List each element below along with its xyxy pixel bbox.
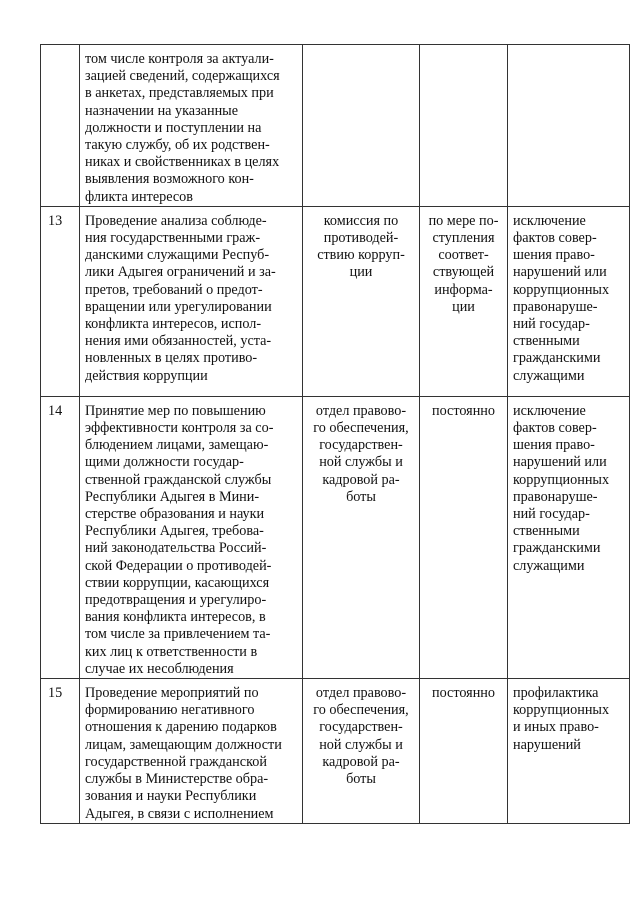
action-text-line: в анкетах, представляемых при [85,85,274,102]
responsible-cell [303,45,420,207]
responsible-text-line: противодей- [323,230,399,247]
responsible-text-line: отдел правово- [315,402,407,419]
action-cell [80,206,303,396]
result-text-line: фактов совер- [513,420,597,437]
responsible-text-line: го обеспечения, [313,420,409,437]
action-text-line: ственной гражданской службы [85,471,272,488]
action-text-line: вращении или урегулировании [85,298,272,315]
action-text-line: лики Адыгея ограничений и за- [85,264,276,281]
action-text-line: зования и науки Республики [85,788,257,805]
action-text-line: предотвращения и урегулиро- [85,592,267,609]
result-text-line: профилактика [513,685,599,702]
action-text-line: том числе за привлечением та- [85,626,271,643]
action-text-line: Проведение анализа соблюде- [85,212,267,229]
result-cell [508,679,630,824]
action-text-line: фликта интересов [85,188,193,205]
result-text-line: правонаруше- [513,298,598,315]
result-text-line: коррупционных [513,471,610,488]
responsible-text-line: ствию корруп- [317,247,405,264]
term-text-line: постоянно [432,685,495,702]
row-number: 14 [48,402,63,419]
result-text-line: шения право- [513,247,595,264]
action-text-line: эффективности контроля за со- [85,420,274,437]
action-text-line: зацией сведений, содержащихся [85,68,280,85]
result-text-line: гражданскими [513,350,601,367]
action-text-line: такую службу, об их родствен- [85,137,270,154]
responsible-text-line: кадровой ра- [322,753,400,770]
result-cell [508,45,630,207]
action-text-line: действия коррупции [85,367,208,384]
responsible-text-line: ной службы и [319,736,403,753]
action-cell [80,679,303,824]
action-text-line: лицам, замещающим должности [85,736,282,753]
term-cell [420,45,508,207]
responsible-text-line: ной службы и [319,454,403,471]
action-text-line: том числе контроля за актуали- [85,51,274,67]
responsible-text-line: боты [346,771,376,788]
row-number [41,45,79,51]
action-text-line: данскими служащими Респуб- [85,247,270,264]
action-text-line: государственной гражданской [85,753,267,770]
responsible-cell [303,206,420,396]
action-text-line: претов, требований о предот- [85,281,263,298]
action-text-line: вания конфликта интересов, в [85,609,266,626]
result-text-line: ственными [513,333,580,350]
action-cell [80,396,303,678]
action-text-line: должности и поступлении на [85,119,262,136]
result-text-line: нарушений или [513,454,607,471]
table-row [41,679,630,824]
result-text-line: служащими [513,557,585,574]
table-row [41,45,630,207]
term-cell [420,396,508,678]
action-text-line: никах и свойственниках в целях [85,154,280,171]
action-text-line: Адыгея, в связи с исполнением [85,805,274,822]
action-text-line: щими должности государ- [85,454,244,471]
table-row [41,206,630,396]
responsible-text-line: комиссия по [323,212,399,229]
result-text-line: и иных право- [513,719,599,736]
result-text-line: коррупционных [513,702,610,719]
term-text-line: информа- [434,281,493,298]
term-text-line: соответ- [438,247,489,264]
measures-table [40,44,630,824]
responsible-text-line: государствен- [319,437,403,454]
action-text-line: назначении на указанные [85,102,238,119]
row-number: 15 [48,685,63,702]
term-text-line: постоянно [432,402,495,419]
term-text-line: ствующей [432,264,495,281]
result-text-line: гражданскими [513,540,601,557]
term-cell [420,206,508,396]
term-text-line: ступления [432,230,495,247]
action-text-line: ствии коррупции, касающихся [85,574,270,591]
action-text-line: нения ими обязанностей, уста- [85,333,272,350]
action-text-line: службы в Министерстве обра- [85,771,269,788]
action-text-line: Республики Адыгея в Мини- [85,488,260,505]
responsible-text-line: ции [349,264,373,281]
action-text-line: ний законодательства Россий- [85,540,267,557]
action-text-line: блюдением лицами, замещаю- [85,437,269,454]
table-row [41,396,630,678]
responsible-cell [303,679,420,824]
action-text-line: случае их несоблюдения [85,660,234,677]
result-text-line: коррупционных [513,281,610,298]
result-text-line: ственными [513,523,580,540]
action-text-line: Проведение мероприятий по [85,685,259,702]
result-text-line: исключение [513,212,586,229]
result-text-line: исключение [513,402,586,419]
result-text-line: ний государ- [513,316,590,333]
result-text-line: нарушений [513,736,581,753]
responsible-cell [303,396,420,678]
responsible-text-line: боты [346,488,376,505]
action-text-line: ской Федерации о противодей- [85,557,272,574]
result-text-line: правонаруше- [513,488,598,505]
term-text-line: по мере по- [428,212,499,229]
result-text-line: фактов совер- [513,230,597,247]
action-text-line: отношения к дарению подарков [85,719,277,736]
row-number-cell [41,396,80,678]
row-number: 13 [48,212,63,229]
action-text-line: ких лиц к ответственности в [85,643,258,660]
result-cell [508,396,630,678]
result-cell [508,206,630,396]
row-number-cell [41,206,80,396]
action-text-line: выявления возможного кон- [85,171,254,188]
action-text-line: Принятие мер по повышению [85,402,266,419]
action-text-line: стерстве образования и науки [85,506,265,523]
term-cell [420,679,508,824]
action-text-line: Республики Адыгея, требова- [85,523,264,540]
responsible-text-line: кадровой ра- [322,471,400,488]
responsible-text-line: отдел правово- [315,685,407,702]
result-text-line: нарушений или [513,264,607,281]
result-text-line: служащими [513,367,585,384]
action-text-line: формированию негативного [85,702,255,719]
result-text-line: ний государ- [513,506,590,523]
action-cell [80,45,303,207]
action-text-line: конфликта интересов, испол- [85,316,262,333]
row-number-cell [41,679,80,824]
term-text-line: ции [452,298,475,315]
row-number-cell [41,45,80,207]
action-text-line: ния государственными граж- [85,230,261,247]
responsible-text-line: го обеспечения, [313,702,409,719]
responsible-text-line: государствен- [319,719,403,736]
action-text-line: новленных в целях противо- [85,350,258,367]
result-text-line: шения право- [513,437,595,454]
